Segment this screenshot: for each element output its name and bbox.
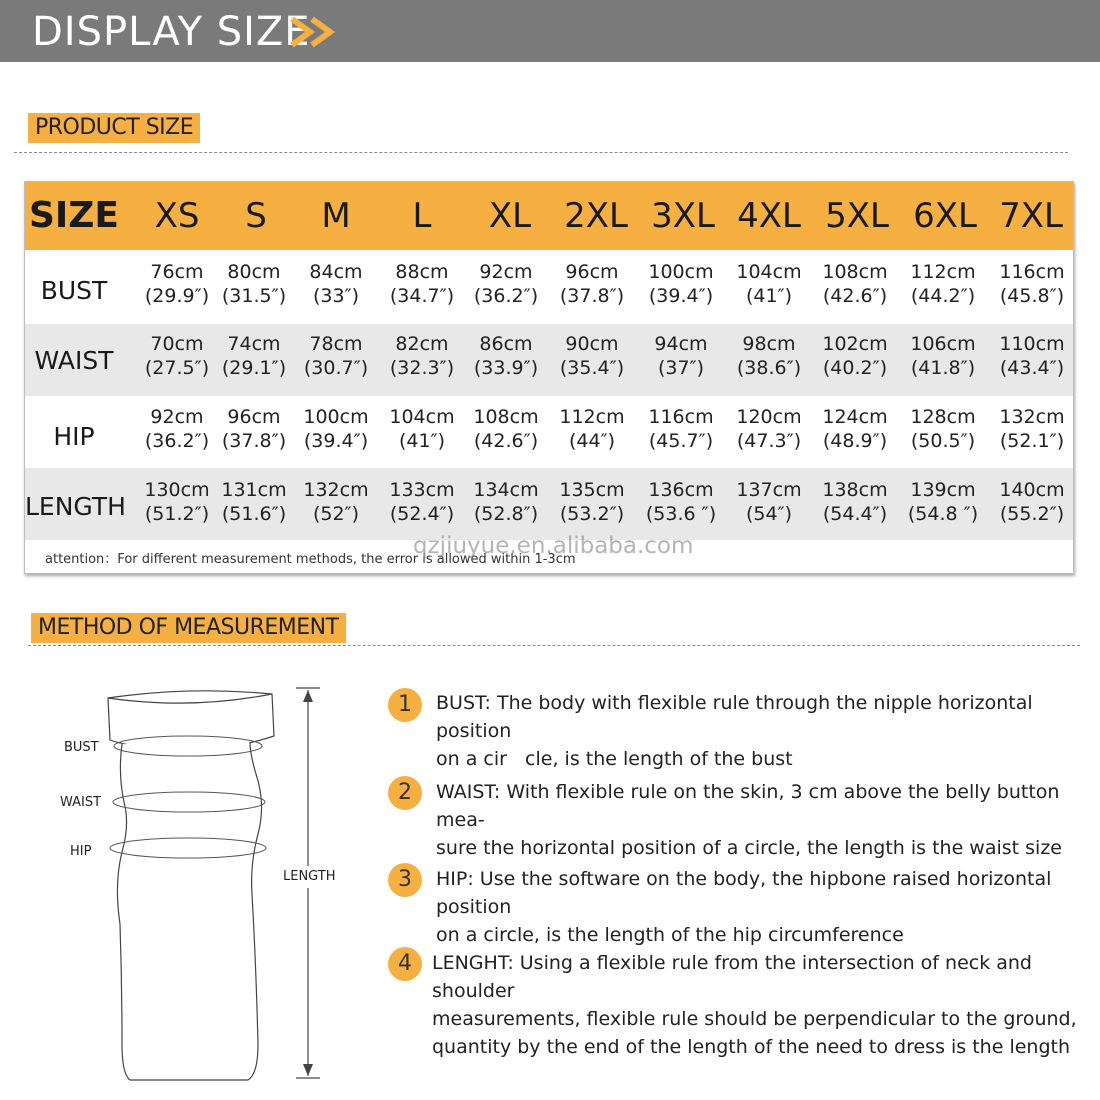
size-header-label: SIZE	[28, 195, 120, 236]
method-label: METHOD OF MEASUREMENT	[31, 613, 346, 643]
table-cell: 108cm (42.6″)	[822, 261, 888, 307]
size-header-cell: 4XL	[737, 196, 801, 236]
table-cell: 104cm (41″)	[389, 406, 455, 452]
table-cell: 116cm (45.7″)	[648, 406, 714, 452]
table-cell: 74cm (29.1″)	[221, 333, 287, 379]
table-cell: 124cm (48.9″)	[822, 406, 888, 452]
table-cell: 110cm (43.4″)	[999, 333, 1065, 379]
double-chevron-right-icon	[288, 15, 340, 49]
step-number-badge: 1	[388, 688, 422, 722]
table-cell: 76cm (29.9″)	[144, 261, 210, 307]
row-label: HIP	[53, 422, 95, 451]
table-cell: 133cm (52.4″)	[389, 479, 455, 525]
table-cell: 88cm (34.7″)	[389, 261, 455, 307]
table-cell: 108cm (42.6″)	[473, 406, 539, 452]
table-cell: 92cm (36.2″)	[473, 261, 539, 307]
size-header-cell: 3XL	[651, 196, 715, 236]
table-cell: 137cm (54″)	[736, 479, 802, 525]
table-cell: 70cm (27.5″)	[144, 333, 210, 379]
table-cell: 134cm (52.8″)	[473, 479, 539, 525]
table-cell: 135cm (53.2″)	[559, 479, 625, 525]
table-cell: 138cm (54.4″)	[822, 479, 888, 525]
table-cell: 136cm (53.6 ″)	[645, 479, 717, 525]
row-label: BUST	[40, 276, 108, 305]
step-number-badge: 4	[388, 947, 422, 981]
table-cell: 78cm (30.7″)	[303, 333, 369, 379]
size-header-cell: XL	[488, 196, 532, 236]
instruction-bust: BUST: The body with flexible rule through the nipple horizontal position on a cir cle, is the length of the bust	[436, 692, 1033, 770]
section-divider	[28, 645, 1080, 646]
waist-label: WAIST	[60, 795, 102, 810]
table-cell: 140cm (55.2″)	[999, 479, 1065, 525]
bust-label: BUST	[64, 740, 99, 755]
size-header-cell: 5XL	[825, 196, 889, 236]
table-row-hip	[25, 396, 1073, 468]
dress-outline-icon	[100, 684, 340, 1084]
size-header-cell: L	[412, 196, 432, 236]
table-cell: 104cm (41″)	[736, 261, 802, 307]
table-cell: 92cm (36.2″)	[144, 406, 210, 452]
table-cell: 120cm (47.3″)	[736, 406, 802, 452]
table-cell: 132cm (52.1″)	[999, 406, 1065, 452]
table-cell: 94cm (37″)	[654, 333, 708, 379]
size-header-cell: 7XL	[999, 196, 1063, 236]
row-label: WAIST	[34, 346, 114, 375]
display-size-header	[0, 0, 1100, 62]
table-cell: 86cm (33.9″)	[473, 333, 539, 379]
table-row-bust	[25, 250, 1073, 324]
size-header-cell: M	[321, 196, 351, 236]
table-row-waist	[25, 324, 1073, 396]
table-cell: 96cm (37.8″)	[559, 261, 625, 307]
table-cell: 84cm (33″)	[309, 261, 363, 307]
table-cell: 82cm (32.3″)	[389, 333, 455, 379]
instruction-length: LENGHT: Using a flexible rule from the intersection of neck and shoulder measurements, flexible rule should be perpendicular to the ground, quantity by the end of the length of the need to dress is the length	[432, 952, 1077, 1058]
table-cell: 116cm (45.8″)	[999, 261, 1065, 307]
size-chart-table	[24, 181, 1074, 574]
table-cell: 100cm (39.4″)	[648, 261, 714, 307]
step-number-badge: 2	[388, 776, 422, 810]
length-label: LENGTH	[283, 869, 336, 884]
table-cell: 96cm (37.8″)	[221, 406, 287, 452]
table-cell: 106cm (41.8″)	[910, 333, 976, 379]
table-cell: 128cm (50.5″)	[910, 406, 976, 452]
size-header-cell: S	[245, 196, 267, 236]
instruction-waist: WAIST: With flexible rule on the skin, 3 cm above the belly button mea- sure the horizontal position of a circle, the length is the waist size	[436, 781, 1062, 859]
table-cell: 139cm (54.8 ″)	[907, 479, 979, 525]
row-label: LENGTH	[25, 492, 126, 521]
table-cell: 100cm (39.4″)	[303, 406, 369, 452]
step-number-badge: 3	[388, 863, 422, 897]
table-cell: 102cm (40.2″)	[822, 333, 888, 379]
table-cell: 132cm (52″)	[303, 479, 369, 525]
table-cell: 90cm (35.4″)	[559, 333, 625, 379]
table-cell: 112cm (44.2″)	[910, 261, 976, 307]
hip-label: HIP	[70, 844, 92, 859]
table-cell: 80cm (31.5″)	[221, 261, 287, 307]
size-header-cell: 6XL	[913, 196, 977, 236]
table-cell: 98cm (38.6″)	[736, 333, 802, 379]
size-header-cell: XS	[154, 196, 200, 236]
table-cell: 112cm (44″)	[559, 406, 625, 452]
page-title: DISPLAY SIZE	[32, 9, 311, 55]
size-header-cell: 2XL	[564, 196, 628, 236]
size-header-row	[25, 182, 1073, 250]
table-row-length	[25, 468, 1073, 540]
section-divider	[14, 152, 1068, 153]
instruction-hip: HIP: Use the software on the body, the hipbone raised horizontal position on a circle, is the length of the hip circumference	[436, 868, 1052, 946]
product-size-label: PRODUCT SIZE	[28, 113, 200, 143]
table-cell: 131cm (51.6″)	[221, 479, 287, 525]
measurement-note: attention：For different measurement methods, the error is allowed within 1-3cm	[45, 552, 576, 567]
table-cell: 130cm (51.2″)	[144, 479, 210, 525]
watermark: qzjiuyue.en.alibaba.com	[413, 533, 694, 559]
